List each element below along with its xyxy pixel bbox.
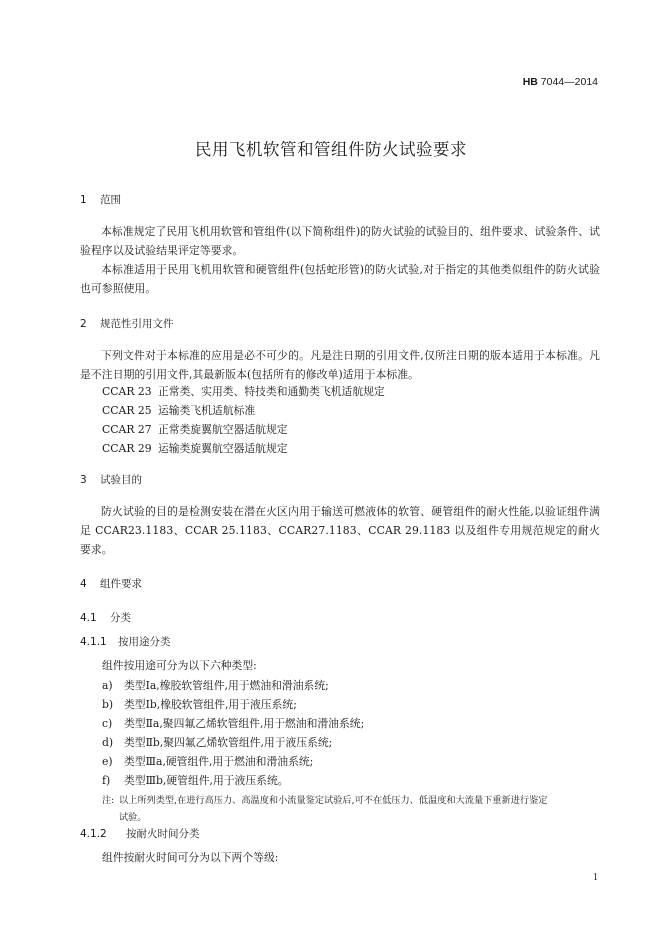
- list-intro: 组件按用途可分为以下六种类型:: [102, 659, 257, 672]
- reference-code: CCAR 25: [102, 404, 152, 417]
- reference-title: 正常类、实用类、特技类和通勤类飞机适航规定: [158, 385, 385, 398]
- list-text: 类型Ⅰa,橡胶软管组件,用于燃油和滑油系统;: [124, 679, 329, 692]
- section-3-paragraph-1: 防火试验的目的是检测安装在潜在火区内用于输送可燃液体的软管、硬管组件的耐火性能,以验证组件满足 CCAR23.1183、CCAR 25.1183、CCAR27.1183、CCAR 29.1183 以及组件专用规范规定的耐火要求。: [80, 505, 600, 556]
- reference-code: CCAR 27: [102, 423, 152, 436]
- section-1-heading: [80, 192, 121, 207]
- section-3-heading: [80, 472, 142, 487]
- list-item: [102, 773, 289, 788]
- section-title: 组件要求: [100, 578, 142, 590]
- document-title: 民用飞机软管和管组件防火试验要求: [195, 140, 467, 159]
- list-item: [102, 697, 297, 712]
- section-number: 4: [80, 578, 87, 590]
- note-label: 注:: [102, 795, 115, 806]
- reference-item: [102, 441, 288, 456]
- list-intro: 组件按耐火时间可分为以下两个等级:: [102, 851, 279, 864]
- list-text: 类型Ⅲa,硬管组件,用于燃油和滑油系统;: [124, 755, 314, 768]
- list-item: [102, 716, 364, 731]
- reference-title: 运输类飞机适航标准: [158, 404, 256, 417]
- list-text: 类型Ⅲb,硬管组件,用于液压系统。: [124, 774, 289, 787]
- list-item: [102, 678, 329, 693]
- section-1-paragraph-1: 本标准规定了民用飞机用软管和管组件(以下简称组件)的防火试验的试验目的、组件要求、试验条件、试验程序以及试验结果评定等要求。: [80, 225, 600, 257]
- section-title: 范围: [100, 194, 121, 206]
- section-number: 3: [80, 474, 87, 486]
- section-title: 按耐火时间分类: [126, 828, 200, 840]
- standard-code: [523, 76, 598, 88]
- reference-item: [102, 403, 255, 418]
- list-marker: e): [102, 755, 113, 768]
- section-4-1-1-heading: [80, 634, 171, 649]
- section-title: 试验目的: [100, 474, 142, 486]
- section-4-heading: [80, 576, 142, 591]
- note: [102, 792, 600, 826]
- standard-prefix: HB: [522, 76, 538, 88]
- list-text: 类型Ⅰb,橡胶软管组件,用于液压系统;: [124, 698, 297, 711]
- reference-code: CCAR 23: [102, 385, 152, 398]
- section-number: 4.1.1: [80, 636, 107, 648]
- section-1-paragraph-2: 本标准适用于民用飞机用软管和硬管组件(包括蛇形管)的防火试验,对于指定的其他类似组件的防火试验也可参照使用。: [80, 263, 600, 295]
- list-item: [102, 735, 332, 750]
- note-text: 以上所列类型,在进行高压力、高温度和小流量鉴定试验后,可不在低压力、低温度和大流量下重新进行鉴定: [119, 795, 548, 806]
- section-title: 规范性引用文件: [100, 318, 174, 330]
- list-marker: d): [102, 736, 114, 749]
- section-title: 按用途分类: [118, 636, 171, 648]
- section-number: 4.1: [80, 612, 97, 624]
- list-item: [102, 754, 313, 769]
- section-title: 分类: [110, 612, 131, 624]
- page-number: 1: [593, 872, 598, 883]
- reference-code: CCAR 29: [102, 442, 152, 455]
- list-marker: a): [102, 679, 113, 692]
- list-marker: b): [102, 698, 114, 711]
- standard-number: 7044—2014: [540, 76, 598, 88]
- reference-item: [102, 384, 385, 399]
- section-2-paragraph-1: 下列文件对于本标准的应用是必不可少的。凡是注日期的引用文件,仅所注日期的版本适用于本标准。凡是不注日期的引用文件,其最新版本(包括所有的修改单)适用于本标准。: [80, 349, 600, 381]
- section-4-1-2-heading: [80, 826, 200, 841]
- section-number: 2: [80, 318, 87, 330]
- section-4-1-heading: [80, 610, 131, 625]
- note-text-continued: 试验。: [119, 812, 147, 823]
- section-2-heading: [80, 316, 174, 331]
- section-number: 4.1.2: [80, 828, 107, 840]
- list-marker: c): [102, 717, 113, 730]
- list-marker: f): [102, 774, 111, 787]
- list-text: 类型Ⅱb,聚四氟乙烯软管组件,用于液压系统;: [124, 736, 333, 749]
- section-number: 1: [80, 194, 87, 206]
- reference-title: 运输类旋翼航空器适航规定: [158, 442, 288, 455]
- reference-title: 正常类旋翼航空器适航规定: [158, 423, 288, 436]
- list-text: 类型Ⅱa,聚四氟乙烯软管组件,用于燃油和滑油系统;: [124, 717, 365, 730]
- reference-item: [102, 422, 288, 437]
